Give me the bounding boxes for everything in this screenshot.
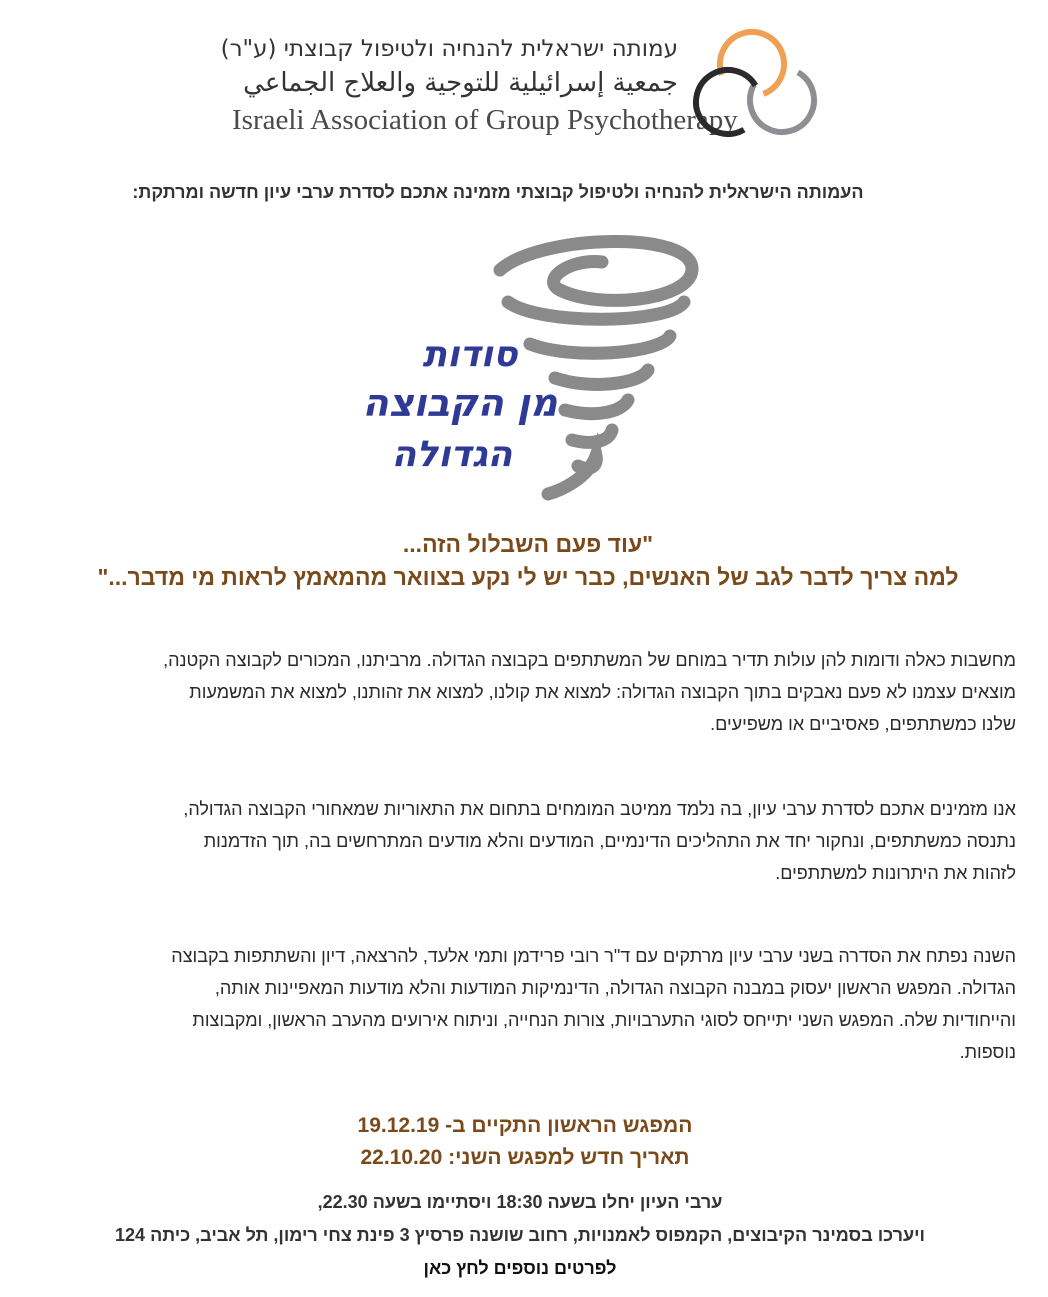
association-header bbox=[220, 22, 828, 142]
tornado-swirl-6 bbox=[572, 430, 612, 442]
tornado-swirl-7 bbox=[548, 456, 596, 494]
paragraph-1-line: מחשבות כאלה ודומות להן עולות תדיר במוחם של המשתתפים בקבוצה הגדולה. מרביתנו, המכורים לקבוצה הקטנה, bbox=[163, 650, 1016, 670]
more-info-link[interactable]: לפרטים נוספים לחץ כאן bbox=[423, 1258, 617, 1278]
series-tornado-logo bbox=[340, 228, 710, 518]
series-title-line2: מן הקבוצה bbox=[362, 381, 558, 425]
paragraph-2-line: נתנסה כמשתתפים, ונחקור יחד את התהליכים הדינמיים, המודעים והלא מודעים המתרחשים בה, תוך הזדמנות bbox=[203, 831, 1016, 851]
paragraph-1-line: מוצאים עצמנו לא פעם נאבקים בתוך הקבוצה הגדולה: למצוא את קולנו, למצוא את זהותנו, למצוא את המשמעות bbox=[189, 682, 1016, 702]
event-details bbox=[20, 1186, 1020, 1285]
logo-dark-arc bbox=[690, 58, 772, 142]
paragraph-2-line: אנו מזמינים אתכם לסדרת ערבי עיון, בה נלמד ממיטב המומחים בתחום את התאוריות שמאחורי הקבוצה הגדולה, bbox=[183, 799, 1016, 819]
paragraph-2 bbox=[26, 793, 1016, 889]
quote-line-2: למה צריך לדבר לגב של האנשים, כבר יש לי נקע בצוואר מהמאמץ לראות מי מדבר..." bbox=[97, 564, 959, 590]
quote-line-1: "עוד פעם השבלול הזה... bbox=[402, 531, 654, 557]
org-name-english: Israeli Association of Group Psychotherapy bbox=[232, 104, 738, 136]
quote-block bbox=[40, 528, 1016, 594]
paragraph-3 bbox=[26, 940, 1016, 1068]
association-circles-logo bbox=[690, 22, 822, 142]
org-name-hebrew: עמותה ישראלית להנחיה ולטיפול קבוצתי (ע"ר) bbox=[220, 36, 678, 62]
first-meeting-date: המפגש הראשון התקיים ב- 19.12.19 bbox=[357, 1114, 693, 1137]
tornado-swirl-top bbox=[500, 241, 692, 300]
logo-grey-arc bbox=[738, 56, 822, 142]
intro-text: העמותה הישראלית להנחיה ולטיפול קבוצתי מזמינה אתכם לסדרת ערבי עיון חדשה ומרתקת: bbox=[132, 182, 864, 202]
tornado-swirl-4 bbox=[555, 370, 648, 384]
series-title-line1: סודות bbox=[422, 334, 518, 375]
series-title-line3: הגדולה bbox=[391, 434, 513, 475]
paragraph-3-line: הגדולה. המפגש הראשון יעסוק במבנה הקבוצה הגדולה, הדינמיקות המודעות והלא מודעות המאפיינות אותה, bbox=[214, 978, 1016, 998]
meeting-dates bbox=[60, 1110, 990, 1174]
event-time: ערבי העיון יחלו בשעה 18:30 ויסתיימו בשעה 22.30, bbox=[317, 1192, 723, 1212]
paragraph-3-line: השנה נפתח את הסדרה בשני ערבי עיון מרתקים עם ד"ר רובי פרידמן ותמי אלעד, להרצאה, דיון והשתתפות בקבוצה bbox=[171, 946, 1016, 966]
paragraph-2-line: לזהות את היתרונות למשתתפים. bbox=[775, 863, 1016, 883]
org-name-arabic: جمعية إسرائيلية للتوجية والعلاج الجماعي bbox=[243, 68, 678, 98]
second-meeting-date: תאריך חדש למפגש השני: 22.10.20 bbox=[360, 1146, 690, 1169]
paragraph-3-line: והייחודיות שלה. המפגש השני יתייחס לסוגי התערבויות, צורות הנחייה, וניתוח אירועים מהערב הראשון, ומקבוצות bbox=[192, 1010, 1016, 1030]
paragraph-1 bbox=[26, 644, 1016, 740]
paragraph-3-line: נוספות. bbox=[959, 1042, 1016, 1062]
event-location: ויערכו בסמינר הקיבוצים, הקמפוס לאמנויות, רחוב שושנה פרסיץ 3 פינת צחי רימון, תל אביב, כיתה 124 bbox=[115, 1225, 925, 1245]
tornado-swirl-5 bbox=[565, 400, 628, 414]
paragraph-1-line: שלנו כמשתתפים, פאסיביים או משפיעים. bbox=[710, 714, 1016, 734]
tornado-swirl-3 bbox=[530, 336, 670, 353]
